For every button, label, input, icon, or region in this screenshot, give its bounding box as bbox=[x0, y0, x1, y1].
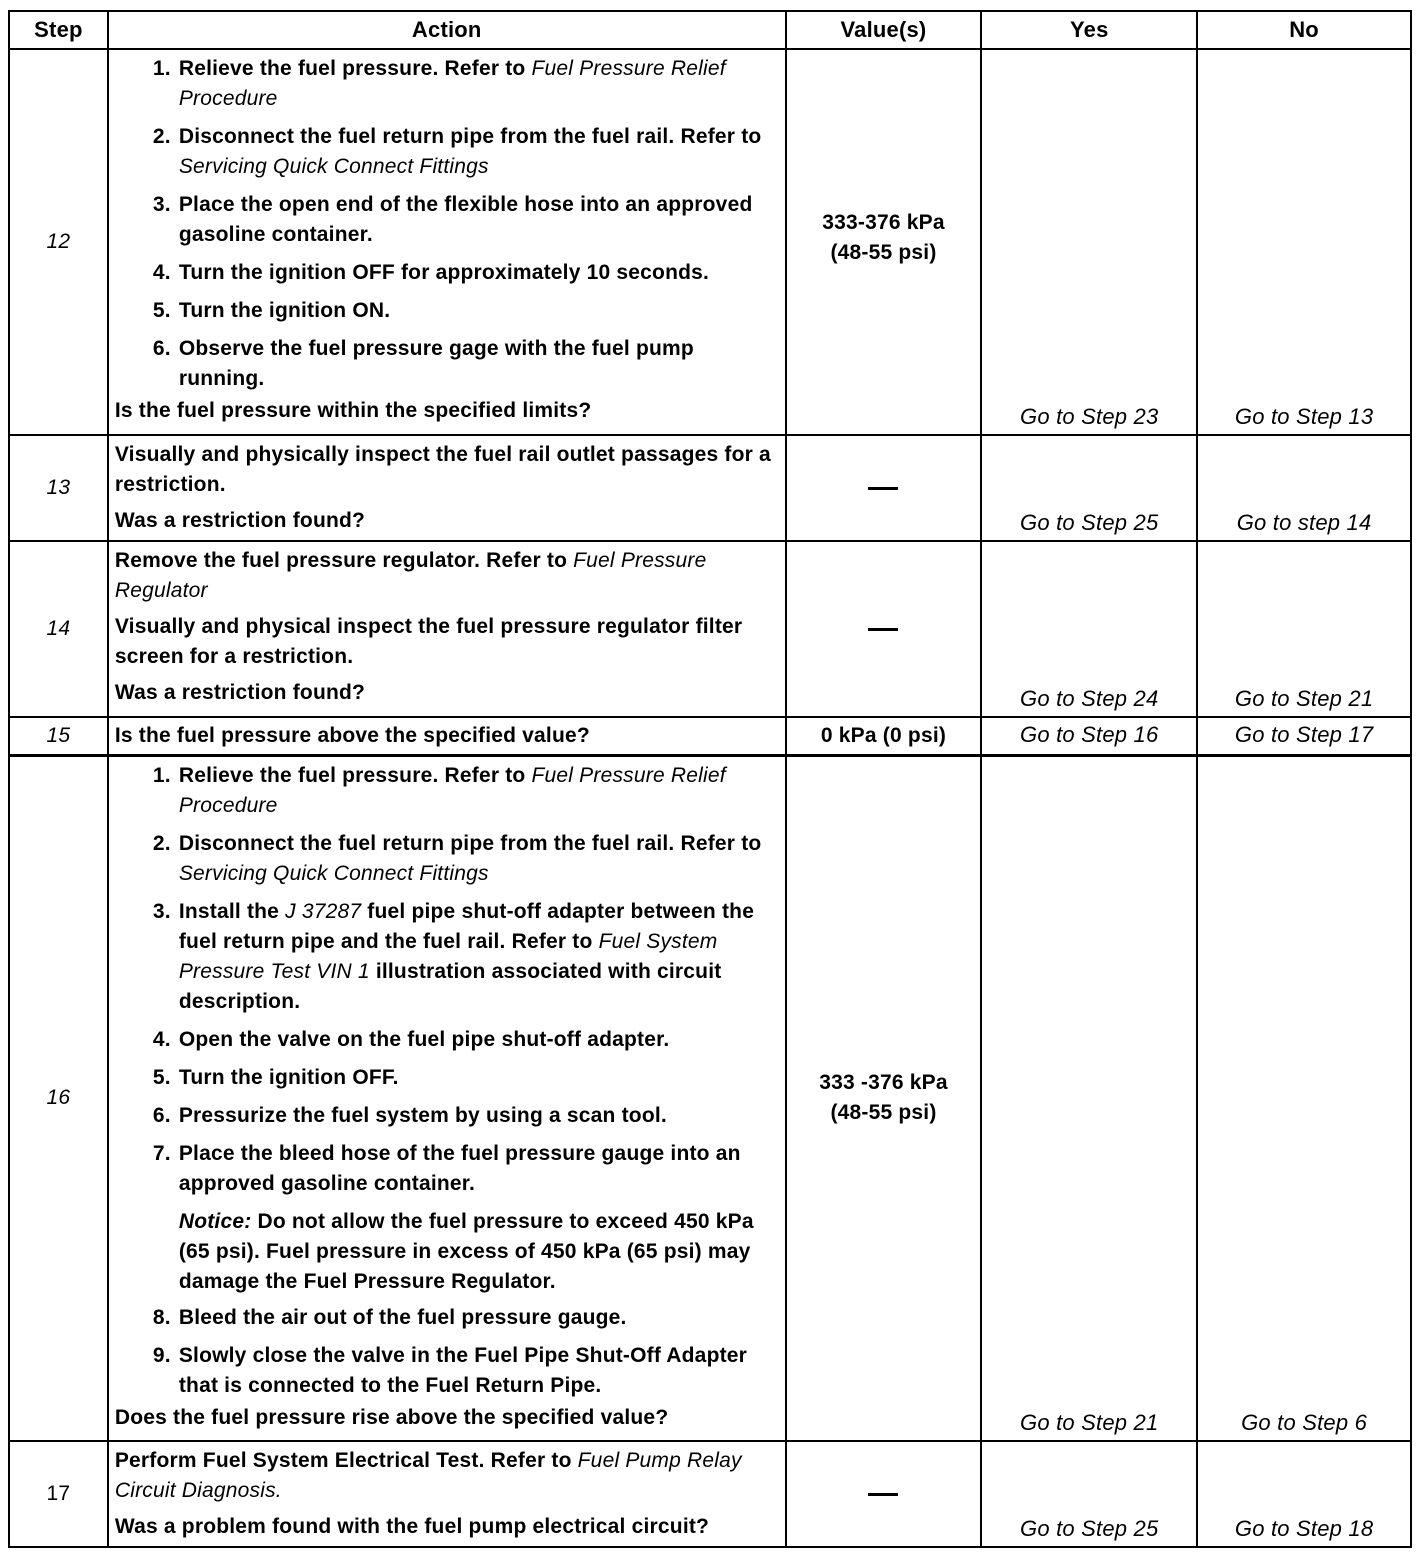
step-number: 12 bbox=[9, 49, 108, 435]
no-cell: Go to Step 13 bbox=[1197, 49, 1411, 435]
step-number: 15 bbox=[9, 717, 108, 755]
no-cell: Go to Step 18 bbox=[1197, 1441, 1411, 1547]
question: Does the fuel pressure rise above the specified value? bbox=[114, 1405, 669, 1429]
no-cell: Go to Step 17 bbox=[1197, 717, 1411, 755]
action-cell: Perform Fuel System Electrical Test. Refer to Fuel Pump Relay Circuit Diagnosis. Was a problem found with the fuel pump electrical circuit? bbox=[108, 1441, 786, 1547]
question: Was a restriction found? bbox=[114, 681, 366, 704]
action-cell: Remove the fuel pressure regulator. Refer to Fuel Pressure Regulator Visually and physical inspect the fuel pressure regulator filter screen for a restriction. Was a restriction found? bbox=[108, 541, 786, 717]
table-row bbox=[9, 717, 1411, 755]
header-row bbox=[9, 11, 1411, 49]
value-cell: 0 kPa (0 psi) bbox=[786, 717, 982, 755]
action-list bbox=[115, 1303, 779, 1401]
question: Is the fuel pressure above the specified value? bbox=[114, 723, 590, 747]
action-cell bbox=[108, 755, 786, 1441]
step-number: 13 bbox=[9, 435, 108, 541]
header-action: Action bbox=[108, 11, 786, 49]
yes-cell: Go to Step 21 bbox=[981, 755, 1197, 1441]
step-number: 16 bbox=[9, 755, 108, 1441]
table-row bbox=[9, 541, 1411, 717]
header-values: Value(s) bbox=[786, 11, 982, 49]
step-number: 17 bbox=[9, 1441, 108, 1547]
list-item: 5. Turn the ignition ON. bbox=[152, 299, 391, 322]
dash-mark bbox=[868, 1493, 898, 1496]
value-cell bbox=[786, 435, 982, 541]
question: Was a restriction found? bbox=[114, 509, 366, 532]
action-cell: Visually and physically inspect the fuel rail outlet passages for a restriction. Was a restriction found? bbox=[108, 435, 786, 541]
table-row bbox=[9, 435, 1411, 541]
action-cell bbox=[108, 717, 786, 755]
table-row bbox=[9, 49, 1411, 435]
header-no: No bbox=[1197, 11, 1411, 49]
dash-mark bbox=[868, 628, 898, 631]
list-item: 2. Disconnect the fuel return pipe from the fuel rail. Refer to Servicing Quick Connect Fittings bbox=[152, 831, 762, 885]
yes-cell: Go to Step 23 bbox=[981, 49, 1197, 435]
header-step: Step bbox=[9, 11, 108, 49]
list-item: 4. Turn the ignition OFF for approximately 10 seconds. bbox=[152, 261, 710, 284]
list-item: 3. Install the J 37287 fuel pipe shut-off adapter between the fuel return pipe and the fuel rail. Refer to Fuel System Pressure Test VIN 1 illustration associated with circuit description. bbox=[152, 899, 755, 1013]
question: Is the fuel pressure within the specified limits? bbox=[114, 399, 592, 422]
yes-cell: Go to Step 25 bbox=[981, 1441, 1197, 1547]
list-item: 7. Place the bleed hose of the fuel pressure gauge into an approved gasoline container. bbox=[152, 1141, 741, 1195]
list-item: 1. Relieve the fuel pressure. Refer to Fuel Pressure Relief Procedure bbox=[152, 763, 726, 817]
dash-mark bbox=[868, 487, 898, 490]
list-item: 3. Place the open end of the flexible hose into an approved gasoline container. bbox=[152, 193, 753, 246]
value-cell bbox=[786, 541, 982, 717]
value-cell bbox=[786, 1441, 982, 1547]
list-item: 6. Pressurize the fuel system by using a scan tool. bbox=[152, 1103, 667, 1127]
list-item: 6. Observe the fuel pressure gage with the fuel pump running. bbox=[152, 337, 694, 390]
list-item: 1. Relieve the fuel pressure. Refer to Fuel Pressure Relief Procedure bbox=[152, 57, 726, 110]
table-row bbox=[9, 1441, 1411, 1547]
list-item: 8. Bleed the air out of the fuel pressure gauge. bbox=[152, 1305, 627, 1329]
yes-cell: Go to Step 16 bbox=[981, 717, 1197, 755]
question: Was a problem found with the fuel pump electrical circuit? bbox=[114, 1515, 710, 1538]
list-item: 4. Open the valve on the fuel pipe shut-off adapter. bbox=[152, 1027, 670, 1051]
notice: Notice: Do not allow the fuel pressure to exceed 450 kPa (65 psi). Fuel pressure in excess of 450 kPa (65 psi) may damage the Fuel Pressure Regulator. bbox=[178, 1209, 754, 1293]
no-cell: Go to Step 21 bbox=[1197, 541, 1411, 717]
header-yes: Yes bbox=[981, 11, 1197, 49]
list-item: 2. Disconnect the fuel return pipe from the fuel rail. Refer to Servicing Quick Connect Fittings bbox=[152, 125, 762, 178]
no-cell: Go to Step 6 bbox=[1197, 755, 1411, 1441]
yes-cell: Go to Step 24 bbox=[981, 541, 1197, 717]
no-cell: Go to step 14 bbox=[1197, 435, 1411, 541]
value-cell: 333-376 kPa (48-55 psi) bbox=[786, 49, 982, 435]
action-list bbox=[115, 761, 779, 1199]
value-cell: 333 -376 kPa (48-55 psi) bbox=[786, 755, 982, 1441]
list-item: 9. Slowly close the valve in the Fuel Pipe Shut-Off Adapter that is connected to the Fuel Return Pipe. bbox=[152, 1343, 748, 1397]
table-row bbox=[9, 755, 1411, 1441]
diagnostic-table bbox=[8, 10, 1412, 1548]
action-cell bbox=[108, 49, 786, 435]
list-item: 5. Turn the ignition OFF. bbox=[152, 1065, 399, 1089]
yes-cell: Go to Step 25 bbox=[981, 435, 1197, 541]
step-number: 14 bbox=[9, 541, 108, 717]
action-list bbox=[115, 54, 779, 394]
